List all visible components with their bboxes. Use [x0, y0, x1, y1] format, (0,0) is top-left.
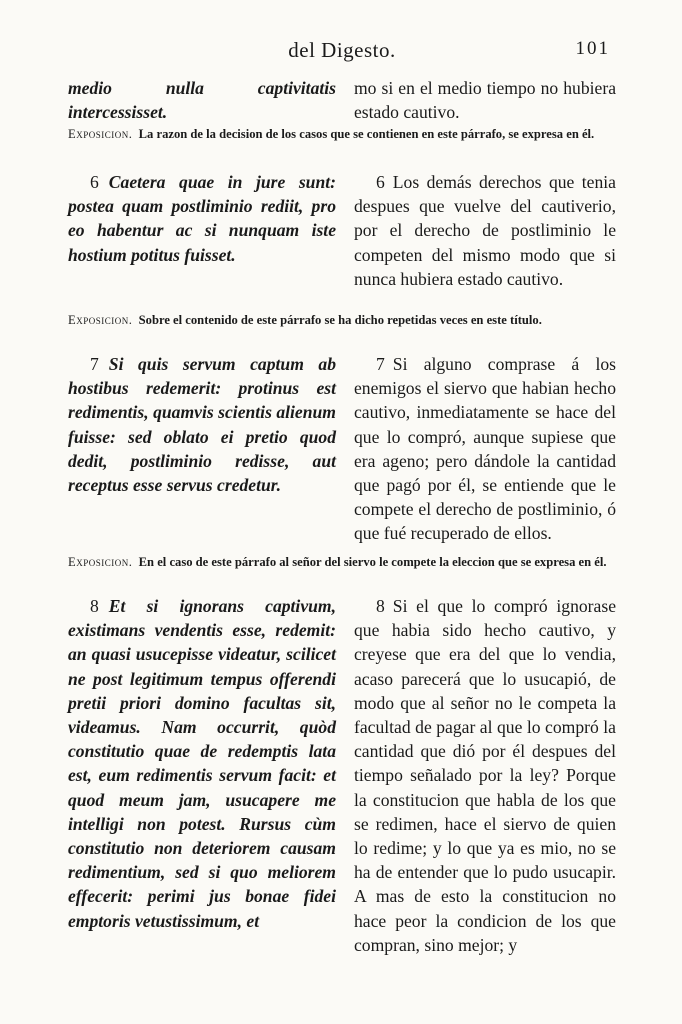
page-header — [68, 38, 616, 66]
paragraph-number: 8 — [376, 596, 385, 616]
exposition-label: Exposicion. — [68, 127, 133, 141]
paragraph-number: 6 — [90, 172, 99, 192]
latin-text: Si quis servum captum ab hostibus redemerit: protinus est redimentis, quamvis scientis alienum fuisse: sed oblato ei pretio quod dedit, postliminio redisse, aut receptus esse servus credetur. — [68, 354, 336, 496]
paragraph-8 — [68, 594, 616, 957]
exposition-text: Sobre el contenido de este párrafo se ha dicho repetidas veces en este título. — [138, 313, 542, 327]
paragraph-6 — [68, 170, 616, 291]
exposition-note — [68, 312, 616, 328]
exposition-note — [68, 126, 616, 142]
latin-text: Caetera quae in jure sunt: postea quam postliminio rediit, pro eo habentur ac si nunquam iste hostium potitus fuisset. — [68, 172, 336, 265]
paragraph-number: 7 — [90, 354, 99, 374]
paragraph-number: 6 — [376, 172, 385, 192]
paragraph-7 — [68, 352, 616, 546]
latin-paragraph — [68, 594, 336, 957]
spanish-text: Si alguno comprase á los enemigos el siervo que habian hecho cautivo, inmediatamente se hace del que lo compró, aunque supiese que era ageno; pero dándole la cantidad que pagó por él, se entiende que le compete el derecho de postliminio, ó que fué recuperado de ellos. — [354, 354, 616, 544]
exposition-text: La razon de la decision de los casos que se contienen en este párrafo, se expresa en él. — [138, 127, 595, 141]
spanish-text: Los demás derechos que tenia despues que vuelve del cautiverio, por el derecho de postliminio le competen del mismo modo que si nunca hubiera estado cautivo. — [354, 172, 616, 289]
spanish-paragraph — [354, 594, 616, 957]
spanish-text: Si el que lo compró ignorase que habia sido hecho cautivo, y creyese que era del que lo vendia, acaso parecerá que lo usucapió, de modo que al señor no le competa la facultad de pagar al que lo compró la cantidad que dió por él despues del tiempo señalado por la ley? Porque la constitucion que habla de los que se redimen, hace el siervo de quien lo redime; y lo que ya es mio, no se ha de entender que lo pudo usucapir. A mas de esto la constitucion no hace peor la condicion de los que compran, sino mejor; y — [354, 596, 616, 955]
section-continuation — [68, 76, 616, 124]
latin-text: Et si ignorans captivum, existimans vendentis esse, redemit: an quasi usucepisse videatur, scilicet ne post legitimum tempus offerendi pretii priori domino facultas sit, videamus. Nam occurrit, quòd constitutio quae de redemptis lata est, eum redimentis servum facit: et quod meum jam, usucapere me intelligi non potest. Rursus cùm constitutio non deteriorem causam redimentium, sed si quo meliorem effecerit: perimi jus bonae fidei emptoris vetustissimum, et — [68, 596, 336, 931]
exposition-label: Exposicion. — [68, 555, 133, 569]
page-number: 101 — [575, 38, 610, 59]
exposition-label: Exposicion. — [68, 313, 133, 327]
running-title: del Digesto. — [288, 38, 396, 62]
paragraph-number: 7 — [376, 354, 385, 374]
spanish-paragraph — [354, 170, 616, 291]
latin-paragraph — [68, 352, 336, 546]
exposition-text: En el caso de este párrafo al señor del siervo le compete la eleccion que se expresa en él. — [138, 555, 607, 569]
spanish-text: mo si en el medio tiempo no hubiera estado cautivo. — [354, 78, 616, 123]
latin-text: medio nulla captivitatis intercessisset. — [68, 78, 336, 123]
paragraph-number: 8 — [90, 596, 99, 616]
exposition-note — [68, 554, 616, 570]
latin-paragraph — [68, 170, 336, 291]
spanish-paragraph — [354, 352, 616, 546]
